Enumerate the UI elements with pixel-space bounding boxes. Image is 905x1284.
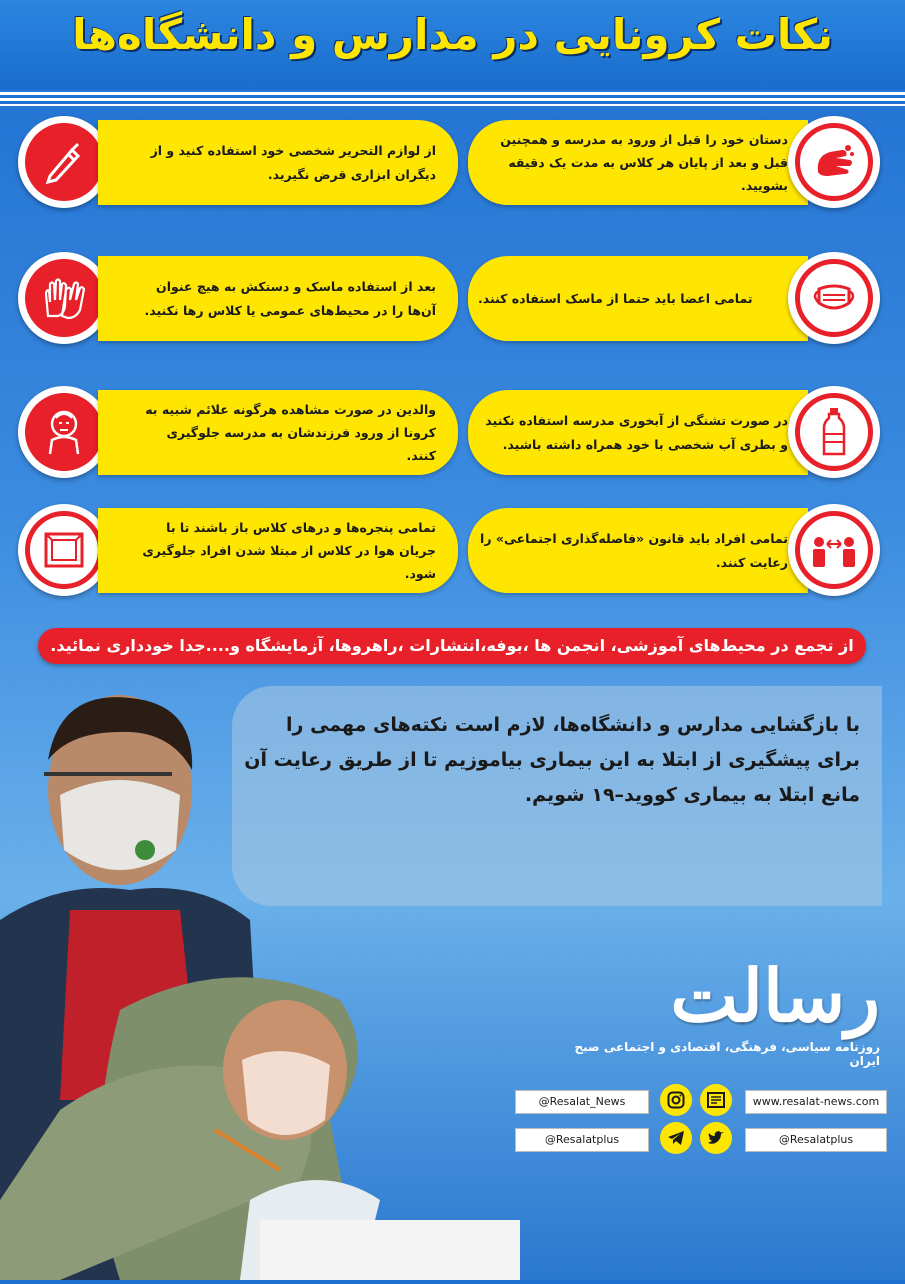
- header-divider: [0, 92, 905, 106]
- pen-icon: [18, 116, 110, 208]
- water-bottle-icon: [788, 386, 880, 478]
- tip-card: [468, 508, 808, 593]
- tip-gloves: [18, 256, 458, 341]
- tip-stationery: [18, 120, 458, 205]
- classroom-photo: [0, 680, 520, 1280]
- gathering-warning-banner: از تجمع در محیط‌های آموزشی، انجمن ها ،بوفه،انتشارات ،راهروها، آزمایشگاه و....جدا خودداری نمائید.: [38, 628, 866, 664]
- window-icon: [18, 504, 110, 596]
- sick-child-icon: [18, 386, 110, 478]
- tip-text: تمامی اعضا باید حتما از ماسک استفاده کنند.: [478, 290, 753, 306]
- mask-icon: [788, 252, 880, 344]
- handwash-icon: [788, 116, 880, 208]
- instagram-handle[interactable]: @Resalat_News: [515, 1090, 649, 1114]
- tip-card: [468, 256, 808, 341]
- social-distance-icon: [788, 504, 880, 596]
- tip-text: دستان خود را قبل از ورود به مدرسه و همچنین قبل و بعد از پایان هر کلاس به مدت یک دقیقه بشویید.: [500, 131, 788, 194]
- tip-card: [468, 390, 808, 475]
- tip-text: والدین در صورت مشاهده هرگونه علائم شبیه به کرونا از ورود فرزندشان به مدرسه جلوگیری کنند.: [145, 401, 436, 464]
- twitter-handle[interactable]: @Resalatplus: [745, 1128, 887, 1152]
- tip-ventilation: [18, 508, 458, 593]
- intro-text: با بازگشایی مدارس و دانشگاه‌ها، لازم است نکته‌های مهمی را برای پیشگیری از ابتلا به این بیماری بیاموزیم تا از طریق رعایت آن مانع ابتلا به بیماری کووید–۱۹ شویم.: [244, 714, 860, 807]
- tip-social-distance: [468, 508, 888, 593]
- twitter-icon[interactable]: [700, 1122, 732, 1154]
- tip-handwash: [468, 120, 888, 205]
- tip-parents: [18, 390, 458, 475]
- tip-mask: [468, 256, 888, 341]
- brand-block: [560, 953, 880, 1068]
- resalat-logo: رسالت: [670, 953, 880, 1038]
- website-icon[interactable]: [700, 1084, 732, 1116]
- website-link[interactable]: www.resalat-news.com: [745, 1090, 887, 1114]
- header-bar: [0, 0, 905, 90]
- gloves-icon: [18, 252, 110, 344]
- tip-card: [98, 390, 458, 475]
- tip-card: [98, 120, 458, 205]
- tip-card: [98, 256, 458, 341]
- tip-text: تمامی افراد باید قانون «فاصله‌گذاری اجتماعی» را رعایت کنند.: [480, 531, 788, 570]
- social-row: [515, 1090, 885, 1112]
- telegram-icon[interactable]: [660, 1122, 692, 1154]
- tip-text: در صورت تشنگی از آبخوری مدرسه استفاده نکنید و بطری آب شخصی با خود همراه داشته باشید.: [485, 413, 788, 452]
- page-title: نکات کرونایی در مدارس و دانشگاه‌ها: [72, 10, 833, 59]
- brand-tagline: روزنامه سیاسی، فرهنگی، اقتصادی و اجتماعی صبح ایران: [574, 1040, 880, 1068]
- tip-text: تمامی پنجره‌ها و درهای کلاس باز باشند تا با جریان هوا در کلاس از مبتلا شدن افراد جلوگیری شود.: [142, 519, 436, 582]
- social-row: [515, 1128, 885, 1150]
- tip-card: [468, 120, 808, 205]
- tip-text: بعد از استفاده ماسک و دستکش به هیچ عنوان آن‌ها را در محیط‌های عمومی یا کلاس رها نکنید.: [144, 279, 436, 318]
- tip-text: از لوازم التحریر شخصی خود استفاده کنید و از دیگران ابزاری قرض نگیرید.: [150, 143, 436, 182]
- telegram-handle[interactable]: @Resalatplus: [515, 1128, 649, 1152]
- tip-card: [98, 508, 458, 593]
- instagram-icon[interactable]: [660, 1084, 692, 1116]
- tip-water-bottle: [468, 390, 888, 475]
